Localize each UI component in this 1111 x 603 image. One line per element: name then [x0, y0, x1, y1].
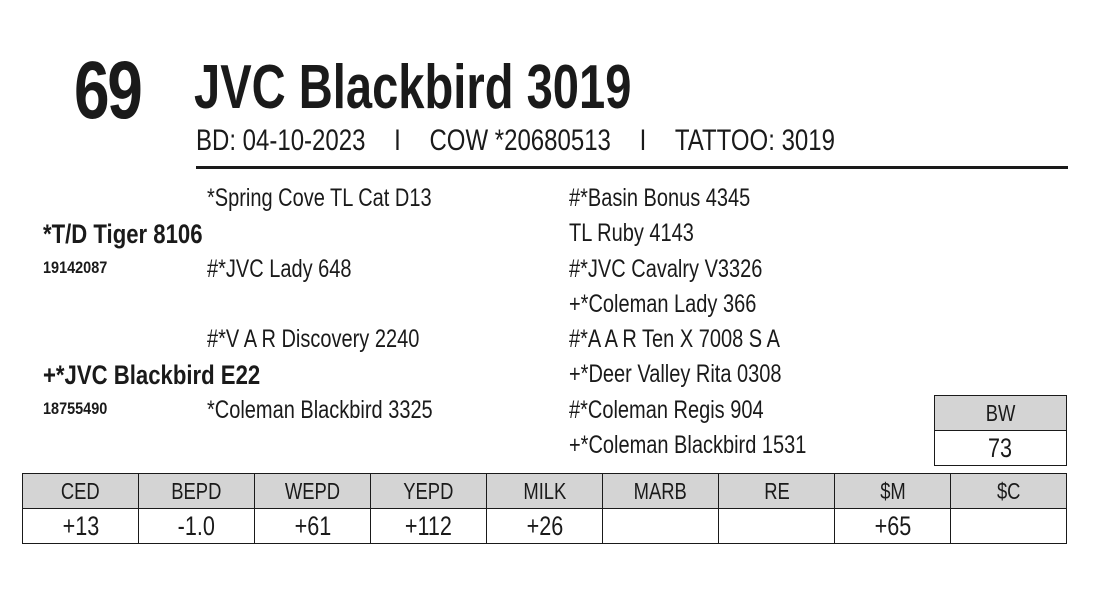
epd-value-re [719, 509, 835, 544]
epd-header-marb: MARB [603, 474, 719, 509]
epd-value-row [23, 509, 1067, 544]
sire-dam-sire: #*JVC Cavalry V3326 [569, 255, 763, 283]
epd-header-milk: MILK [487, 474, 603, 509]
birth-weight-table [934, 395, 1067, 466]
dam-registration: 18755490 [43, 399, 108, 418]
sire-sire: *Spring Cove TL Cat D13 [207, 184, 432, 212]
sire-dam-dam: +*Coleman Lady 366 [569, 290, 757, 318]
sire-dam: #*JVC Lady 648 [207, 255, 352, 283]
animal-name: JVC Blackbird 3019 [194, 53, 632, 122]
sire-sire-sire: #*Basin Bonus 4345 [569, 184, 751, 212]
header-divider [196, 166, 1068, 169]
tattoo: TATTOO: 3019 [674, 124, 835, 157]
epd-value-ced: +13 [23, 509, 139, 544]
dam-dam: *Coleman Blackbird 3325 [207, 396, 433, 424]
epd-value-dollar-c [951, 509, 1067, 544]
epd-value-wepd: +61 [255, 509, 371, 544]
bw-header: BW [935, 396, 1067, 431]
birth-date: BD: 04-10-2023 [196, 124, 366, 157]
epd-header-ced: CED [23, 474, 139, 509]
epd-value-dollar-m: +65 [835, 509, 951, 544]
epd-header-row [23, 474, 1067, 509]
dam-dam-sire: #*Coleman Regis 904 [569, 396, 764, 424]
epd-header-wepd: WEPD [255, 474, 371, 509]
info-separator: I [394, 124, 401, 157]
dam-name: +*JVC Blackbird E22 [43, 360, 261, 390]
epd-header-bepd: BEPD [139, 474, 255, 509]
sire-sire-dam: TL Ruby 4143 [569, 219, 694, 247]
info-separator: I [639, 124, 647, 157]
dam-sire-sire: #*A A R Ten X 7008 S A [569, 325, 780, 353]
sire-registration: 19142087 [43, 258, 108, 277]
epd-value-milk: +26 [487, 509, 603, 544]
sire-name: *T/D Tiger 8106 [43, 219, 203, 249]
cow-id: COW *20680513 [429, 124, 611, 157]
bw-value: 73 [935, 431, 1067, 466]
epd-header-re: RE [719, 474, 835, 509]
lot-number: 69 [74, 45, 141, 136]
epd-table [22, 473, 1067, 544]
epd-header-yepd: YEPD [371, 474, 487, 509]
info-line [196, 124, 835, 158]
epd-header-dollar-m: $M [835, 474, 951, 509]
epd-value-marb [603, 509, 719, 544]
epd-value-bepd: -1.0 [139, 509, 255, 544]
dam-dam-dam: +*Coleman Blackbird 1531 [569, 431, 807, 459]
dam-sire-dam: +*Deer Valley Rita 0308 [569, 360, 782, 388]
dam-sire: #*V A R Discovery 2240 [207, 325, 420, 353]
epd-header-dollar-c: $C [951, 474, 1067, 509]
epd-value-yepd: +112 [371, 509, 487, 544]
